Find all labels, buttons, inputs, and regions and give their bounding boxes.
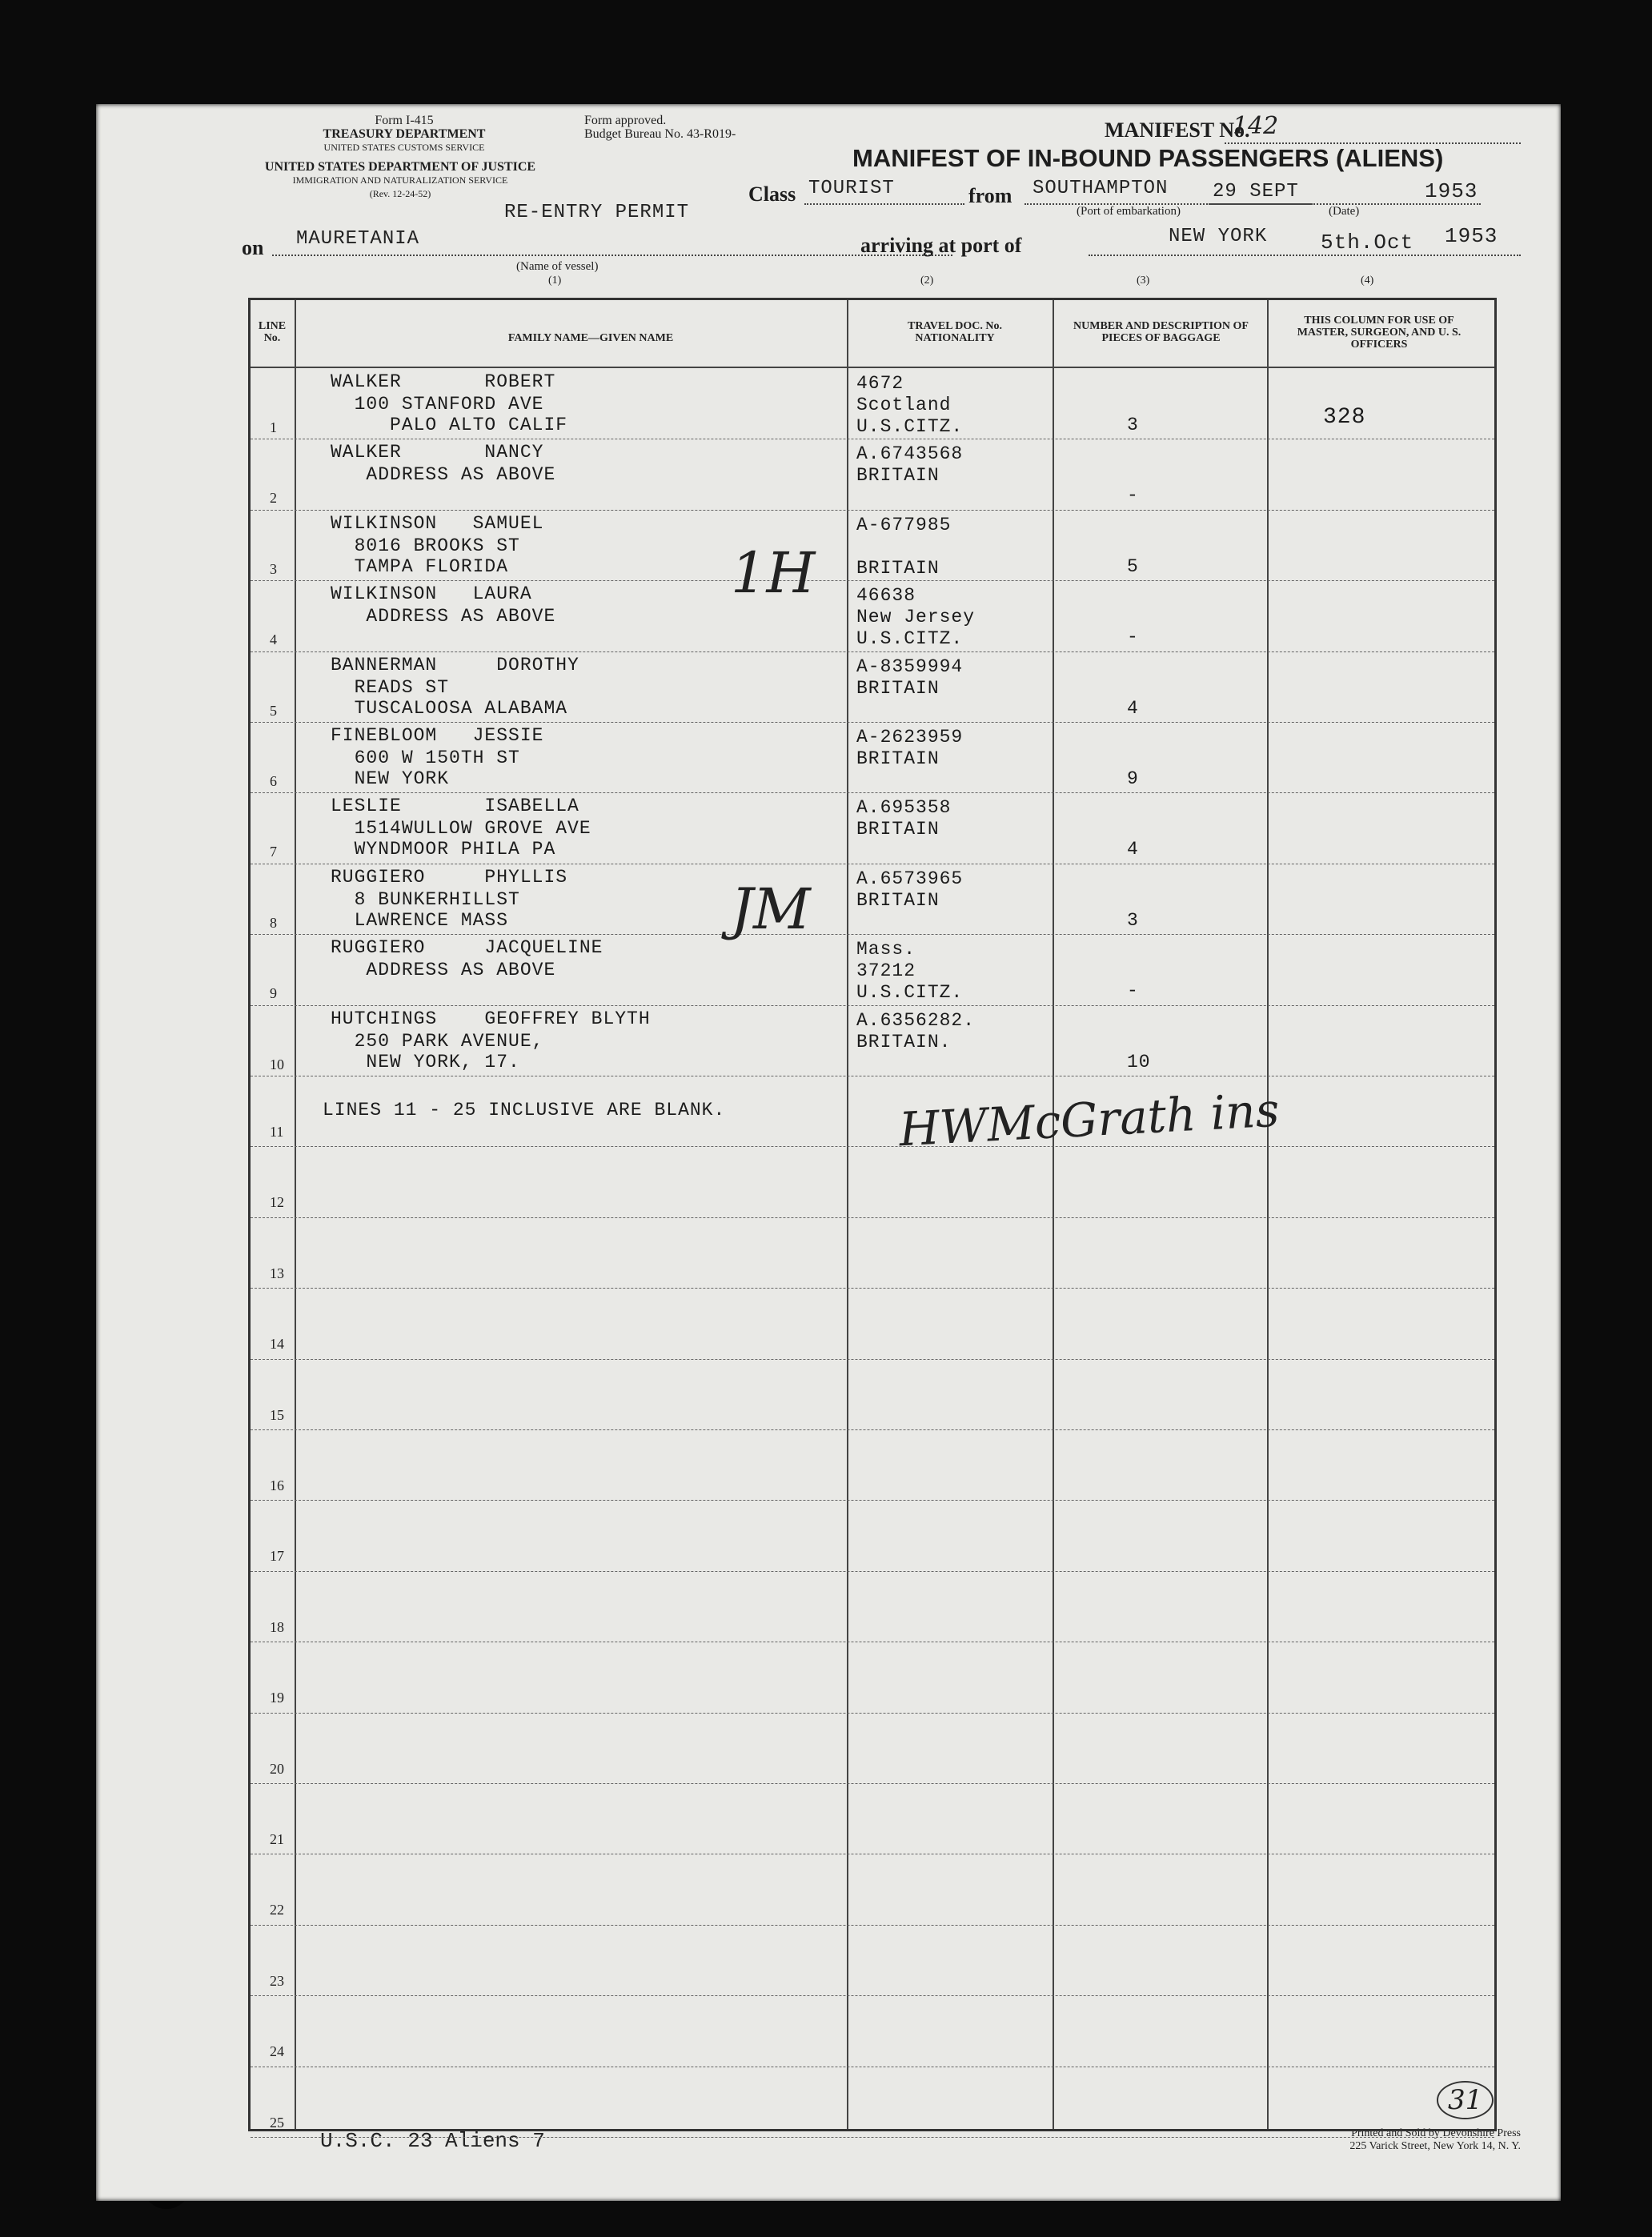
printer-line1: Printed and Sold by Devonshire Press bbox=[1351, 2127, 1521, 2139]
header-baggage: NUMBER AND DESCRIPTION OF PIECES OF BAGGAGE bbox=[1073, 320, 1249, 344]
line-number: 21 bbox=[270, 1831, 284, 1847]
passenger-address: 1514WULLOW GROVE AVE bbox=[331, 818, 591, 840]
baggage-count: 3 bbox=[1127, 415, 1139, 435]
line-number: 13 bbox=[270, 1265, 284, 1281]
nationality: 37212 bbox=[856, 960, 916, 982]
line-number: 12 bbox=[270, 1194, 284, 1211]
line-number: 23 bbox=[270, 1972, 284, 1989]
passenger-name: HUTCHINGS GEOFFREY BLYTH bbox=[331, 1008, 651, 1029]
passenger-address: ADDRESS AS ABOVE bbox=[331, 464, 556, 486]
travel-doc: 46638 bbox=[856, 585, 916, 607]
arrival-year: 1953 bbox=[1445, 224, 1498, 248]
header-travel-doc: TRAVEL DOC. No. NATIONALITY bbox=[908, 320, 1002, 344]
from-label: from bbox=[968, 184, 1012, 207]
nationality: New Jersey bbox=[856, 607, 976, 628]
col3-caption: (3) bbox=[1137, 275, 1150, 287]
travel-doc: A-8359994 bbox=[856, 655, 964, 677]
date-value: 29 SEPT bbox=[1213, 181, 1299, 202]
revision: (Rev. 12-24-52) bbox=[369, 188, 431, 199]
row-rule bbox=[251, 1217, 1494, 1218]
nationality: BRITAIN bbox=[856, 889, 940, 911]
row-rule bbox=[251, 580, 1494, 581]
line-number: 5 bbox=[270, 702, 277, 719]
line-number: 3 bbox=[270, 560, 277, 577]
row-rule bbox=[251, 1571, 1494, 1572]
passenger-address: TUSCALOOSA ALABAMA bbox=[331, 697, 568, 719]
line-number: 1 bbox=[270, 419, 277, 435]
baggage-count: 4 bbox=[1127, 697, 1139, 719]
passenger-address: READS ST bbox=[331, 676, 450, 698]
printer-line2: 225 Varick Street, New York 14, N. Y. bbox=[1349, 2140, 1521, 2152]
line-number: 10 bbox=[270, 1056, 284, 1072]
baggage-count: 9 bbox=[1127, 768, 1139, 789]
line-number: 6 bbox=[270, 773, 277, 789]
class-underline bbox=[804, 203, 964, 205]
officer-note: 328 bbox=[1323, 405, 1366, 430]
alien-count-summary: U.S.C. 23 Aliens 7 bbox=[320, 2129, 545, 2153]
approval-block bbox=[584, 114, 800, 141]
handwritten-mark: JM bbox=[731, 876, 811, 942]
passenger-address: 8016 BROOKS ST bbox=[331, 535, 520, 556]
row-rule bbox=[251, 1146, 1494, 1147]
line-number: 19 bbox=[270, 1690, 284, 1706]
arrival-date: 5th.Oct bbox=[1321, 231, 1414, 255]
row-rule bbox=[251, 722, 1494, 723]
passenger-name: RUGGIERO PHYLLIS bbox=[331, 866, 568, 888]
arriving-label: arriving at port of bbox=[860, 234, 1022, 257]
travel-doc: A.6356282. bbox=[856, 1009, 976, 1031]
on-label: on bbox=[242, 236, 264, 259]
row-rule bbox=[251, 651, 1494, 652]
nationality: BRITAIN bbox=[856, 465, 940, 487]
line-number: 18 bbox=[270, 1618, 284, 1635]
nationality: BRITAIN bbox=[856, 557, 940, 579]
passenger-address: ADDRESS AS ABOVE bbox=[331, 960, 556, 981]
port-embark-caption: (Port of embarkation) bbox=[1077, 205, 1181, 218]
header-rule bbox=[251, 367, 1494, 368]
vessel-name: MAURETANIA bbox=[296, 228, 420, 250]
passenger-address: 600 W 150TH ST bbox=[331, 748, 520, 768]
blank-lines-note: LINES 11 - 25 INCLUSIVE ARE BLANK. bbox=[323, 1100, 726, 1121]
passenger-name: FINEBLOOM JESSIE bbox=[331, 725, 544, 746]
travel-doc: A.695358 bbox=[856, 797, 952, 819]
passenger-table bbox=[248, 298, 1497, 2131]
travel-doc: Mass. bbox=[856, 939, 916, 960]
passenger-name: WILKINSON SAMUEL bbox=[331, 512, 544, 534]
line-number: 25 bbox=[270, 2114, 284, 2131]
row-rule bbox=[251, 1288, 1494, 1289]
from-value: SOUTHAMPTON bbox=[1032, 178, 1169, 199]
travel-doc: A.6743568 bbox=[856, 443, 964, 465]
line-number: 7 bbox=[270, 844, 277, 860]
passenger-address: LAWRENCE MASS bbox=[331, 909, 509, 931]
form-number: Form I-415 bbox=[375, 114, 434, 127]
nationality: U.S.CITZ. bbox=[856, 416, 964, 437]
line-number: 20 bbox=[270, 1760, 284, 1777]
form-dept-block bbox=[304, 114, 504, 154]
passenger-address: WYNDMOOR PHILA PA bbox=[331, 839, 556, 860]
arrival-port: NEW YORK bbox=[1169, 226, 1268, 247]
row-rule bbox=[251, 934, 1494, 935]
line-number: 17 bbox=[270, 1548, 284, 1565]
handwritten-mark: 1H bbox=[731, 540, 816, 606]
row-rule bbox=[251, 792, 1494, 793]
row-rule bbox=[251, 510, 1494, 511]
line-number: 24 bbox=[270, 2043, 284, 2060]
arrival-underline bbox=[1089, 255, 1521, 256]
row-rule bbox=[251, 2137, 1494, 2138]
header-line-no: LINE No. bbox=[258, 320, 287, 344]
col4-caption: (4) bbox=[1361, 275, 1374, 287]
inspector-signature: HWMcGrath ins bbox=[897, 1082, 1281, 1157]
class-value: TOURIST bbox=[808, 178, 895, 199]
line-number: 2 bbox=[270, 490, 277, 507]
reentry-permit: RE-ENTRY PERMIT bbox=[504, 202, 690, 223]
passenger-address: PALO ALTO CALIF bbox=[331, 415, 568, 435]
date-year: 1953 bbox=[1425, 179, 1478, 203]
passenger-address: ADDRESS AS ABOVE bbox=[331, 606, 556, 627]
baggage-count: 4 bbox=[1127, 839, 1139, 860]
header-family-name: FAMILY NAME—GIVEN NAME bbox=[507, 332, 674, 344]
passenger-address: 8 BUNKERHILLST bbox=[331, 888, 520, 910]
col1-caption: (1) bbox=[548, 275, 562, 287]
baggage-count: 5 bbox=[1127, 555, 1139, 577]
row-rule bbox=[251, 1500, 1494, 1501]
dept-customs: UNITED STATES CUSTOMS SERVICE bbox=[323, 142, 485, 153]
row-rule bbox=[251, 1005, 1494, 1006]
nationality: U.S.CITZ. bbox=[856, 628, 964, 650]
passenger-address: TAMPA FLORIDA bbox=[331, 555, 509, 577]
passenger-address: 100 STANFORD AVE bbox=[331, 394, 544, 415]
passenger-name: WALKER NANCY bbox=[331, 442, 544, 463]
nationality: BRITAIN bbox=[856, 677, 940, 699]
date-caption: (Date) bbox=[1329, 205, 1360, 218]
travel-doc: 4672 bbox=[856, 373, 904, 394]
row-rule bbox=[251, 1783, 1494, 1784]
row-rule bbox=[251, 1713, 1494, 1714]
travel-doc: A-2623959 bbox=[856, 727, 964, 748]
baggage-count: - bbox=[1127, 627, 1139, 648]
row-rule bbox=[251, 1925, 1494, 1926]
vessel-underline bbox=[272, 255, 952, 256]
vessel-caption: (Name of vessel) bbox=[516, 260, 599, 273]
dept-treasury: TREASURY DEPARTMENT bbox=[323, 127, 486, 141]
line-number: 22 bbox=[270, 1902, 284, 1918]
page-title: MANIFEST OF IN-BOUND PASSENGERS (ALIENS) bbox=[852, 144, 1444, 172]
line-number: 8 bbox=[270, 914, 277, 931]
manifest-no-label: MANIFEST No. bbox=[1105, 118, 1250, 142]
nationality: BRITAIN bbox=[856, 819, 940, 840]
nationality: U.S.CITZ. bbox=[856, 982, 964, 1004]
passenger-address: 250 PARK AVENUE, bbox=[331, 1030, 544, 1052]
dept-ins: IMMIGRATION AND NATURALIZATION SERVICE bbox=[292, 174, 508, 186]
baggage-count: - bbox=[1127, 485, 1139, 507]
passenger-name: LESLIE ISABELLA bbox=[331, 796, 579, 817]
line-number: 11 bbox=[270, 1124, 284, 1140]
passenger-address: NEW YORK bbox=[331, 768, 450, 789]
baggage-count: 10 bbox=[1127, 1051, 1151, 1072]
dept-justice: UNITED STATES DEPARTMENT OF JUSTICE bbox=[264, 160, 536, 174]
baggage-count: 3 bbox=[1127, 909, 1139, 931]
nationality: BRITAIN bbox=[856, 748, 940, 769]
nationality: Scotland bbox=[856, 395, 952, 415]
line-number: 4 bbox=[270, 631, 277, 648]
justice-block bbox=[224, 160, 576, 201]
budget-bureau: Budget Bureau No. 43-R019- bbox=[584, 127, 736, 141]
travel-doc: A-677985 bbox=[856, 514, 952, 535]
passenger-name: WILKINSON LAURA bbox=[331, 583, 532, 605]
passenger-name: WALKER ROBERT bbox=[331, 371, 556, 392]
nationality: BRITAIN. bbox=[856, 1031, 952, 1052]
class-label: Class bbox=[748, 182, 796, 206]
circled-number: 31 bbox=[1437, 2081, 1494, 2119]
passenger-name: BANNERMAN DOROTHY bbox=[331, 654, 579, 676]
col2-caption: (2) bbox=[920, 275, 934, 287]
row-rule bbox=[251, 1995, 1494, 1996]
line-number: 9 bbox=[270, 985, 277, 1002]
line-number: 14 bbox=[270, 1336, 284, 1353]
passenger-name: RUGGIERO JACQUELINE bbox=[331, 937, 603, 959]
row-rule bbox=[251, 1359, 1494, 1360]
travel-doc: A.6573965 bbox=[856, 868, 964, 889]
line-number: 15 bbox=[270, 1406, 284, 1423]
header-officers: THIS COLUMN FOR USE OF MASTER, SURGEON, AND U. S. OFFICERS bbox=[1297, 315, 1462, 351]
approved-text: Form approved. bbox=[584, 114, 667, 127]
row-rule bbox=[251, 1429, 1494, 1430]
manifest-no-value: 142 bbox=[1233, 112, 1279, 140]
passenger-address: NEW YORK, 17. bbox=[331, 1051, 520, 1072]
baggage-count: - bbox=[1127, 980, 1139, 1002]
line-number: 16 bbox=[270, 1477, 284, 1493]
